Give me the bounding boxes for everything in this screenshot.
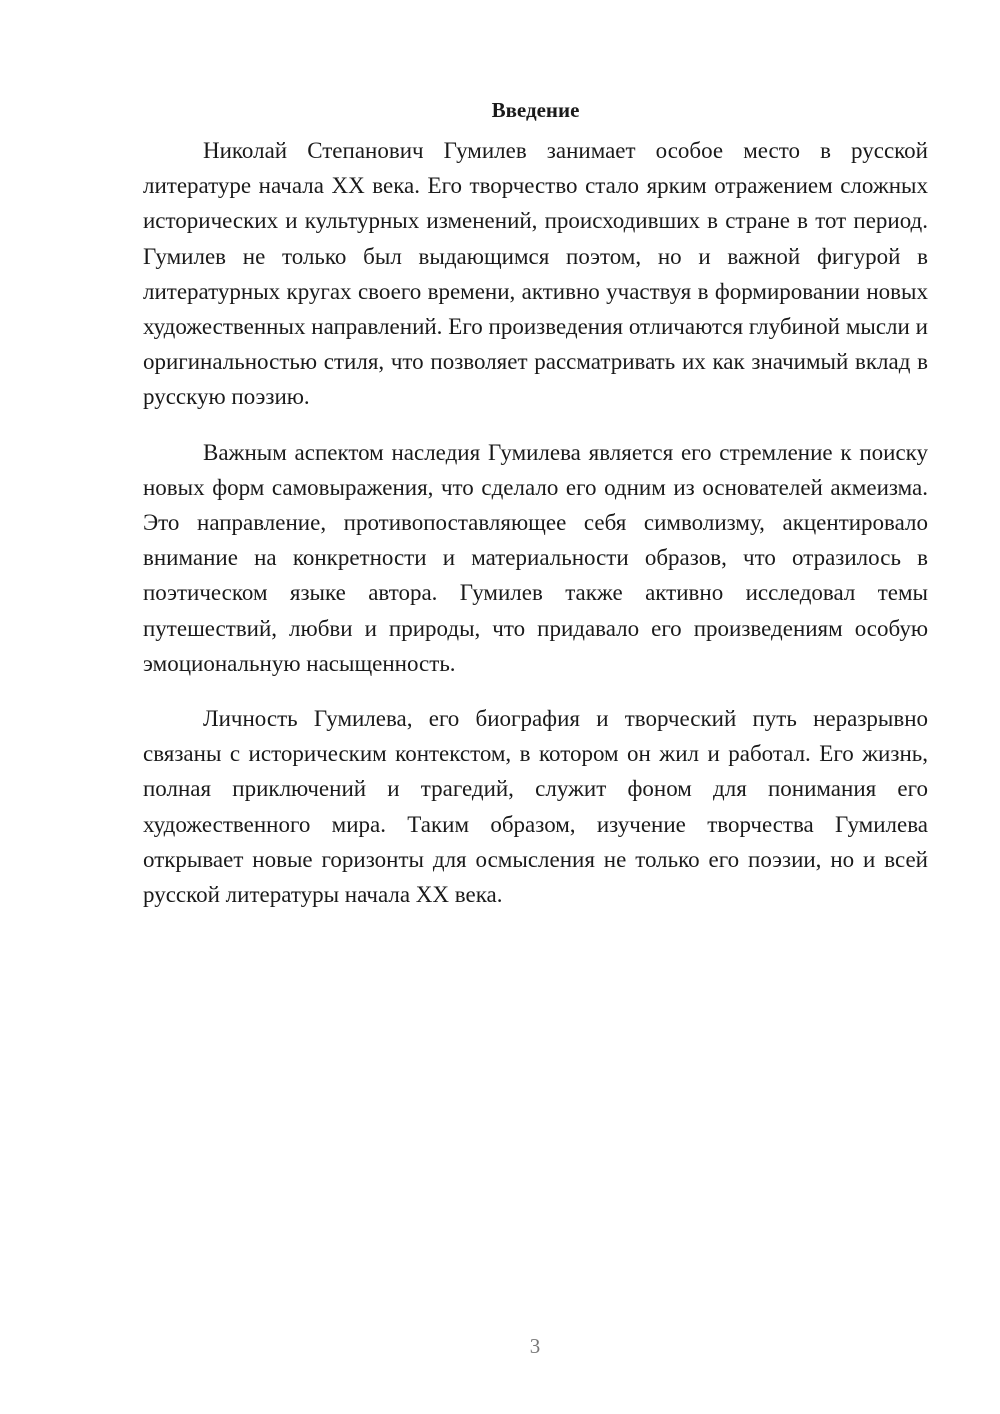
section-heading: Введение [491,98,580,122]
paragraph-3: Личность Гумилева, его биография и творческий путь неразрывно связаны с историческим контекстом, в котором он жил и работал. Его жизнь, полная приключений и трагедий, служит фоном для понимания его художественного мира. Таким образом, изучение творчества Гумилева открывает новые горизонты для осмысления не только его поэзии, но и всей русской литературы начала XX века. [143,706,928,908]
paragraph-1: Николай Степанович Гумилев занимает особое место в русской литературе начала XX века. Его творчество стало ярким отражением сложных исторических и культурных изменений, происходивших в стране в тот период. Гумилев не только был выдающимся поэтом, но и важной фигурой в литературных кругах своего времени, активно участвуя в формировании новых художественных направлений. Его произведения отличаются глубиной мысли и оригинальностью стиля, что позволяет рассматривать их как значимый вклад в русскую поэзию. [143,138,928,410]
page-body [143,95,928,912]
paragraph-2: Важным аспектом наследия Гумилева является его стремление к поиску новых форм самовыражения, что сделало его одним из основателей акмеизма. Это направление, противопоставляющее себя символизму, акцентировало внимание на конкретности и материальности образов, что отразилось в поэтическом языке автора. Гумилев также активно исследовал темы путешествий, любви и природы, что придавало его произведениям особую эмоциональную насыщенность. [143,439,928,676]
page-number: 3 [529,1334,541,1358]
